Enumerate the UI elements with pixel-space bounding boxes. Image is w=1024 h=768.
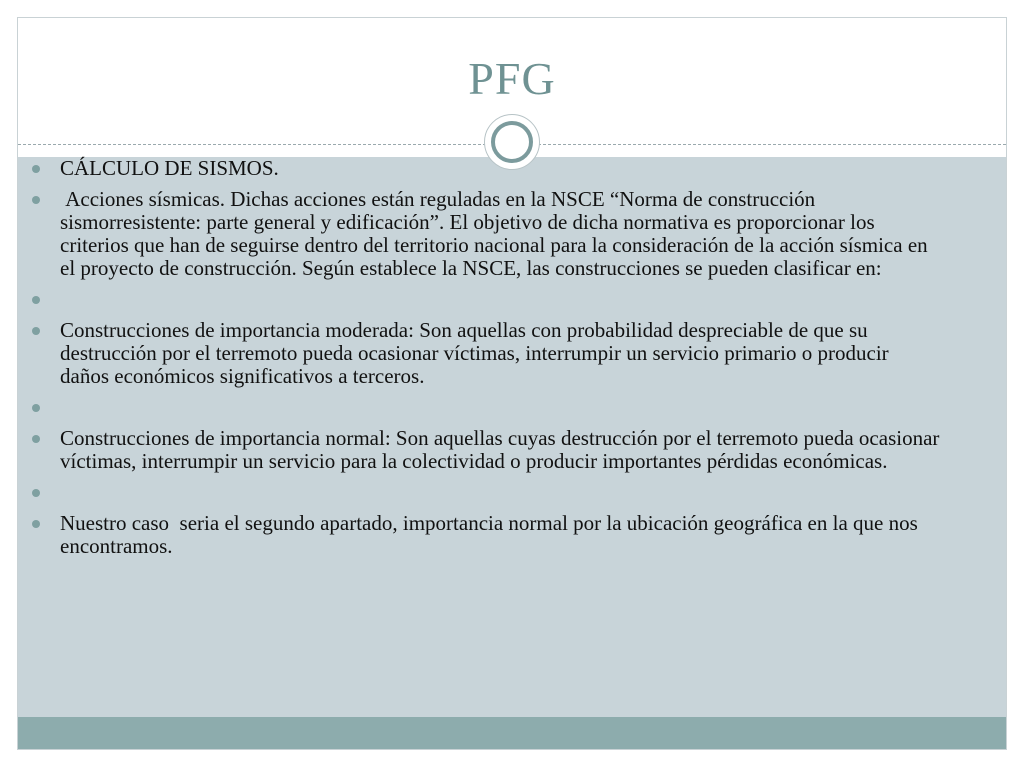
list-item bbox=[30, 481, 940, 504]
list-item bbox=[30, 427, 940, 473]
list-item-text: Acciones sísmicas. Dichas acciones están reguladas en la NSCE “Norma de construcción sismorresistente: parte general y edificación”. El objetivo de dicha normativa es proporcionar los criterios que han de seguirse dentro del territorio nacional para la consideración de la acción sísmica en el proyecto de construcción. Según establece la NSCE, las construcciones se pueden clasificar en: bbox=[60, 187, 933, 280]
list-item-text: Construcciones de importancia moderada: Son aquellas con probabilidad despreciable de que su destrucción por el terremoto pueda ocasionar víctimas, interrumpir un servicio primario o producir daños económicos significativos a terceros. bbox=[60, 318, 889, 388]
list-item bbox=[30, 157, 940, 180]
bullet-dot-icon bbox=[32, 435, 40, 443]
list-item bbox=[30, 396, 940, 419]
list-item bbox=[30, 188, 940, 280]
bullet-dot-icon bbox=[32, 196, 40, 204]
bullet-dot-icon bbox=[32, 489, 40, 497]
bullet-dot-icon bbox=[32, 327, 40, 335]
bullet-dot-icon bbox=[32, 404, 40, 412]
footer-bar bbox=[18, 717, 1006, 750]
bullet-dot-icon bbox=[32, 296, 40, 304]
list-item bbox=[30, 319, 940, 388]
slide-title: PFG bbox=[468, 53, 556, 104]
list-item bbox=[30, 288, 940, 311]
list-item-text: CÁLCULO DE SISMOS. bbox=[60, 156, 279, 180]
list-item-text: Nuestro caso seria el segundo apartado, importancia normal por la ubicación geográfica en la que nos encontramos. bbox=[60, 511, 924, 558]
bullet-list bbox=[30, 157, 940, 566]
list-item-text: Construcciones de importancia normal: Son aquellas cuyas destrucción por el terremoto pueda ocasionar víctimas, interrumpir un servicio para la colectividad o producir importantes pérdidas económicas. bbox=[60, 426, 940, 473]
bullet-dot-icon bbox=[32, 520, 40, 528]
bullet-dot-icon bbox=[32, 165, 40, 173]
list-item bbox=[30, 512, 940, 558]
